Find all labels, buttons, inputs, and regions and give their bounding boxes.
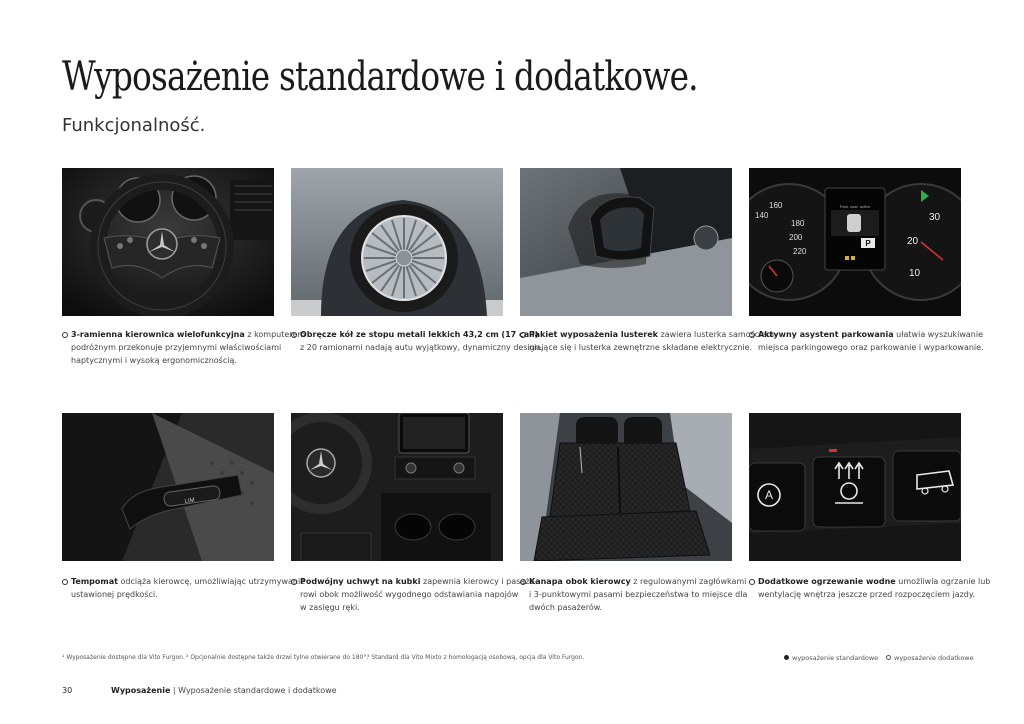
speed-tick-220: 220 [793, 247, 807, 256]
optional-bullet-icon [520, 579, 526, 585]
optional-bullet-icon [291, 332, 297, 338]
legend-optional: wyposażenie dodatkowe [886, 654, 974, 662]
rpm-tick-30: 30 [929, 212, 941, 223]
dashboard-photo [749, 168, 961, 316]
caption-auxiliary-heater: Dodatkowe ogrzewanie wodne umożliwia ogrzanie lub wentylację wnętrza jeszcze przed rozpoczęciem jazdy. [749, 575, 971, 601]
optional-bullet-icon [520, 332, 526, 338]
page-number: 30 [62, 686, 73, 695]
legend-standard: wyposażenie standardowe [784, 654, 878, 662]
page-title: Wyposażenie standardowe i dodatkowe. [62, 54, 698, 100]
optional-bullet-icon [291, 579, 297, 585]
alloy-wheel-photo [291, 168, 503, 316]
caption-mirror-package: Pakiet wyposażenia lusterek zawiera lusterka samościem- niające się i lusterka zewnętrzne składane elektrycznie. [520, 328, 742, 354]
screen-message: Park. asst. active [839, 204, 871, 209]
speed-tick-180: 180 [791, 219, 805, 228]
caption-cruise-control: Tempomat odciąża kierowcę, umożliwiając utrzymywanie ustawionej prędkości. [62, 575, 284, 601]
side-mirror-photo [520, 168, 732, 316]
caption-alloy-wheels: Obręcze kół ze stopu metali lekkich 43,2 cm (17 cali) z 20 ramionami nadają autu wyjątkowy, dynamiczny design. [291, 328, 513, 354]
cup-holder-photo [291, 413, 503, 561]
speed-tick-140: 140 [755, 211, 769, 220]
speed-tick-200: 200 [789, 233, 803, 242]
auto-letter: A [764, 488, 774, 502]
stalk-label: LIM [184, 497, 196, 506]
speed-tick-160: 160 [769, 201, 783, 210]
footnote-3: ³ Standard dla Vito Mixto z homologacją osobową, opcja dla Vito Furgon. [367, 654, 585, 661]
open-bullet-icon [886, 655, 891, 660]
breadcrumb-subsection: Wyposażenie standardowe i dodatkowe [178, 686, 337, 695]
footnote-1: ¹ Wyposażenie dostępne dla Vito Furgon. [62, 654, 185, 661]
rpm-tick-10: 10 [909, 268, 921, 279]
passenger-bench-photo [520, 413, 732, 561]
caption-passenger-bench: Kanapa obok kierowcy z regulowanymi zagłówkami i 3-punktowymi pasami bezpieczeństwa to miejsce dla dwóch pasażerów. [520, 575, 742, 614]
rpm-tick-20: 20 [907, 236, 919, 247]
steering-wheel-photo [62, 168, 274, 316]
optional-bullet-icon [749, 332, 755, 338]
breadcrumb-section: Wyposażenie [111, 686, 171, 695]
breadcrumb-separator: | [172, 686, 176, 695]
caption-parking-assist: Aktywny asystent parkowania ułatwia wyszukiwanie miejsca parkingowego oraz parkowanie i wyparkowanie. [749, 328, 971, 354]
caption-steering-wheel: 3-ramienna kierownica wielofunkcyjna z komputerem podróżnym przekonuje przyjemnymi właściwościami haptycznymi i wysoką ergonomicznością. [62, 328, 284, 367]
auxiliary-heater-photo [749, 413, 961, 561]
park-indicator: P [865, 239, 871, 248]
footnote-2: ² Opcjonalnie dostępne także drzwi tylne otwierane do 180°. [186, 654, 369, 661]
page-subtitle: Funkcjonalność. [62, 115, 206, 136]
breadcrumb [111, 686, 337, 695]
optional-bullet-icon [62, 332, 68, 338]
optional-bullet-icon [749, 579, 755, 585]
cruise-control-photo [62, 413, 274, 561]
caption-cup-holder: Podwójny uchwyt na kubki zapewnia kierowcy i pasaże- rowi obok możliwość wygodnego odstawiania napojów w zasięgu ręki. [291, 575, 513, 614]
optional-bullet-icon [62, 579, 68, 585]
filled-bullet-icon [784, 655, 789, 660]
